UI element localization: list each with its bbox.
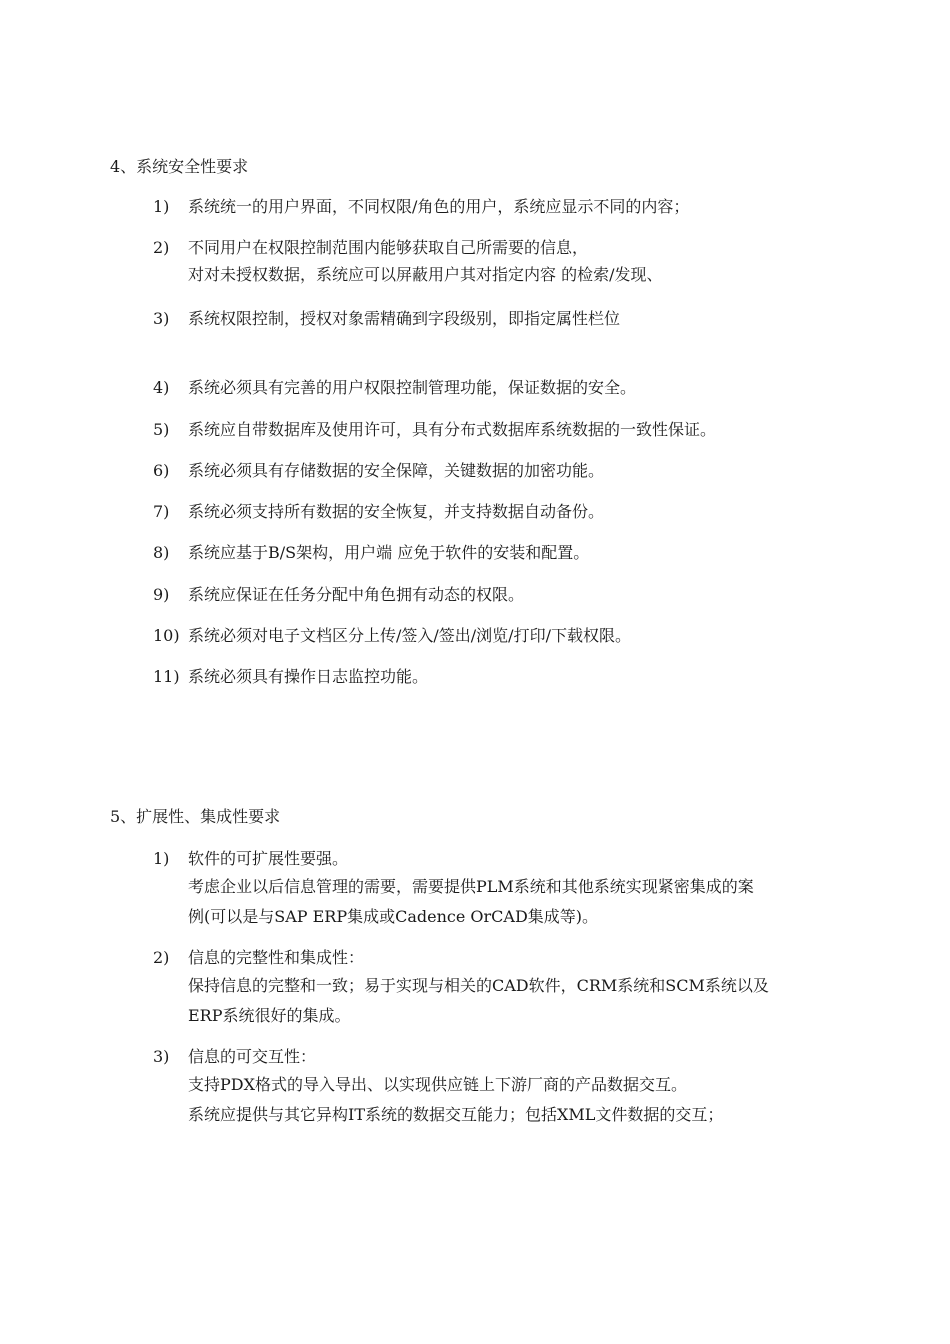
item-number: 9) — [153, 585, 170, 604]
item-text: 保持信息的完整和一致；易于实现与相关的CAD软件，CRM系统和SCM系统以及 — [188, 976, 769, 995]
item-text: 信息的完整性和集成性： — [188, 948, 365, 967]
section-5-heading: 5、扩展性、集成性要求 — [110, 807, 281, 826]
item-text: 对对未授权数据，系统应可以屏蔽用户其对指定内容 的检索/发现、 — [188, 265, 663, 284]
item-number: 8) — [153, 543, 170, 562]
item-number: 5) — [153, 420, 170, 439]
item-number: 3) — [153, 309, 170, 328]
item-text: 系统必须具有完善的用户权限控制管理功能，保证数据的安全。 — [188, 378, 637, 397]
item-text: 系统必须具有操作日志监控功能。 — [188, 667, 429, 686]
item-text: 系统应自带数据库及使用许可，具有分布式数据库系统数据的一致性保证。 — [188, 420, 717, 439]
item-text: 系统必须对电子文档区分上传/签入/签出/浏览/打印/下载权限。 — [188, 626, 631, 645]
item-number: 7) — [153, 502, 170, 521]
item-number: 2) — [153, 238, 170, 257]
item-text: 系统统一的用户界面，不同权限/角色的用户，系统应显示不同的内容； — [188, 197, 690, 216]
item-number: 1) — [153, 849, 170, 868]
item-text: ERP系统很好的集成。 — [188, 1006, 351, 1025]
item-text: 系统权限控制，授权对象需精确到字段级别，即指定属性栏位 — [188, 309, 621, 328]
item-text: 信息的可交互性： — [188, 1047, 317, 1066]
item-number: 11) — [153, 667, 180, 686]
item-text: 软件的可扩展性要强。 — [188, 849, 349, 868]
item-number: 1) — [153, 197, 170, 216]
item-number: 2) — [153, 948, 170, 967]
item-number: 6) — [153, 461, 170, 480]
item-text: 系统必须具有存储数据的安全保障，关键数据的加密功能。 — [188, 461, 605, 480]
section-4-heading: 4、系统安全性要求 — [110, 157, 249, 176]
item-text: 支持PDX格式的导入导出、以实现供应链上下游厂商的产品数据交互。 — [188, 1075, 687, 1094]
item-text: 考虑企业以后信息管理的需要，需要提供PLM系统和其他系统实现紧密集成的案 — [188, 877, 754, 896]
item-text: 不同用户在权限控制范围内能够获取自己所需要的信息， — [188, 238, 589, 257]
item-text: 系统必须支持所有数据的安全恢复，并支持数据自动备份。 — [188, 502, 605, 521]
item-number: 3) — [153, 1047, 170, 1066]
item-number: 10) — [153, 626, 180, 645]
item-number: 4) — [153, 378, 170, 397]
item-text: 系统应提供与其它异构IT系统的数据交互能力；包括XML文件数据的交互； — [188, 1105, 724, 1124]
item-text: 系统应基于B/S架构，用户端 应免于软件的安装和配置。 — [188, 543, 590, 562]
item-text: 系统应保证在任务分配中角色拥有动态的权限。 — [188, 585, 525, 604]
item-text: 例(可以是与SAP ERP集成或Cadence OrCAD集成等)。 — [188, 907, 599, 926]
